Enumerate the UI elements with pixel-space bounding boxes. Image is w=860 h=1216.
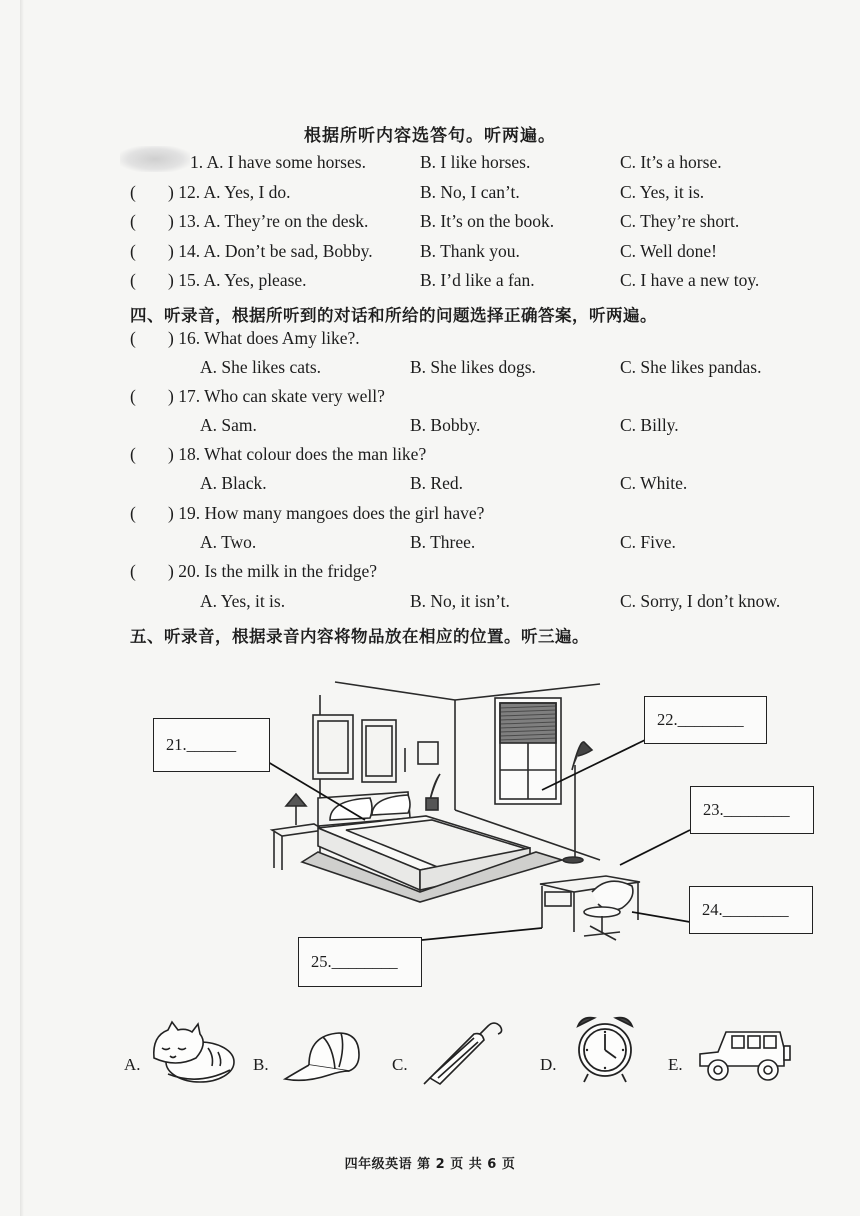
choice-c-label: C. xyxy=(392,1055,408,1074)
choice-e-label: E. xyxy=(668,1055,683,1074)
question-15-option-a: ) 15. A. Yes, please. xyxy=(168,270,307,290)
umbrella-icon xyxy=(420,1016,510,1086)
question-row-14 xyxy=(0,241,860,267)
question-19-option-b: B. Three. xyxy=(410,532,476,552)
question-row-18 xyxy=(0,444,860,470)
answer-box-21-label: 21.______ xyxy=(166,735,237,754)
options-row-20 xyxy=(0,591,860,617)
question-14-option-a: ) 14. A. Don’t be sad, Bobby. xyxy=(168,241,373,261)
answer-box-22-label: 22.________ xyxy=(657,710,744,729)
answer-box-24[interactable] xyxy=(689,886,813,934)
question-12-option-b: B. No, I can’t. xyxy=(420,182,520,202)
question-18-text: ) 18. What colour does the man like? xyxy=(168,444,427,464)
options-row-18 xyxy=(0,473,860,499)
question-18-option-b: B. Red. xyxy=(410,473,463,493)
page-footer: 四年级英语 第 2 页 共 6 页 xyxy=(344,1157,516,1172)
answer-paren[interactable]: ( xyxy=(130,444,136,464)
question-19-text: ) 19. How many mangoes does the girl have? xyxy=(168,503,485,523)
question-20-option-c: C. Sorry, I don’t know. xyxy=(620,591,781,611)
answer-box-25[interactable] xyxy=(298,937,422,987)
question-13-option-a: ) 13. A. They’re on the desk. xyxy=(168,211,369,231)
jeep-icon xyxy=(696,1026,792,1086)
question-16-text: ) 16. What does Amy like?. xyxy=(168,328,360,348)
question-row-11 xyxy=(0,152,860,178)
question-17-option-a: A. Sam. xyxy=(200,415,257,435)
question-18-option-a: A. Black. xyxy=(200,473,267,493)
part3-instruction: 根据所听内容选答句。听两遍。 xyxy=(304,126,556,146)
question-row-16 xyxy=(0,328,860,354)
answer-paren[interactable]: ( xyxy=(130,182,136,202)
question-20-option-a: A. Yes, it is. xyxy=(200,591,286,611)
question-13-option-b: B. It’s on the book. xyxy=(420,211,555,231)
question-16-option-c: C. She likes pandas. xyxy=(620,357,762,377)
answer-paren[interactable]: ( xyxy=(130,211,136,231)
question-19-option-a: A. Two. xyxy=(200,532,257,552)
answer-box-22[interactable] xyxy=(644,696,767,744)
answer-box-23-label: 23.________ xyxy=(703,800,790,819)
choice-a-label: A. xyxy=(124,1055,141,1074)
section-5-heading: 五、听录音，根据录音内容将物品放在相应的位置。听三遍。 xyxy=(130,627,589,646)
question-15-option-b: B. I’d like a fan. xyxy=(420,270,535,290)
question-11-option-b: B. I like horses. xyxy=(420,152,531,172)
answer-paren[interactable]: ( xyxy=(130,503,136,523)
question-row-15 xyxy=(0,270,860,296)
choice-d-label: D. xyxy=(540,1055,557,1074)
question-11-option-c: C. It’s a horse. xyxy=(620,152,722,172)
question-13-option-c: C. They’re short. xyxy=(620,211,740,231)
question-18-option-c: C. White. xyxy=(620,473,688,493)
question-row-12 xyxy=(0,182,860,208)
answer-box-24-label: 24.________ xyxy=(702,900,789,919)
answer-paren[interactable]: ( xyxy=(130,241,136,261)
question-17-text: ) 17. Who can skate very well? xyxy=(168,386,385,406)
cap-icon xyxy=(283,1025,363,1085)
question-20-text: ) 20. Is the milk in the fridge? xyxy=(168,561,377,581)
sleeping-cat-icon xyxy=(148,1018,238,1088)
question-14-option-b: B. Thank you. xyxy=(420,241,520,261)
choice-b-label: B. xyxy=(253,1055,269,1074)
answer-paren[interactable]: ( xyxy=(130,270,136,290)
answer-paren[interactable]: ( xyxy=(130,386,136,406)
question-row-13 xyxy=(0,211,860,237)
question-row-20 xyxy=(0,561,860,587)
question-row-19 xyxy=(0,503,860,529)
answer-paren[interactable]: ( xyxy=(130,561,136,581)
answer-box-25-label: 25.________ xyxy=(311,952,398,971)
question-row-17 xyxy=(0,386,860,412)
section-4-heading: 四、听录音，根据所听到的对话和所给的问题选择正确答案，听两遍。 xyxy=(130,306,657,325)
question-12-option-a: ) 12. A. Yes, I do. xyxy=(168,182,291,202)
question-17-option-b: B. Bobby. xyxy=(410,415,481,435)
options-row-17 xyxy=(0,415,860,441)
question-20-option-b: B. No, it isn’t. xyxy=(410,591,510,611)
question-19-option-c: C. Five. xyxy=(620,532,676,552)
question-12-option-c: C. Yes, it is. xyxy=(620,182,705,202)
alarm-clock-icon xyxy=(570,1012,640,1086)
question-15-option-c: C. I have a new toy. xyxy=(620,270,760,290)
answer-paren[interactable]: ( xyxy=(130,328,136,348)
answer-box-23[interactable] xyxy=(690,786,814,834)
answer-box-21[interactable] xyxy=(153,718,270,772)
question-16-option-b: B. She likes dogs. xyxy=(410,357,536,377)
question-14-option-c: C. Well done! xyxy=(620,241,717,261)
question-11-option-a: 1. A. I have some horses. xyxy=(190,152,366,172)
question-17-option-c: C. Billy. xyxy=(620,415,679,435)
options-row-19 xyxy=(0,532,860,558)
options-row-16 xyxy=(0,357,860,383)
question-16-option-a: A. She likes cats. xyxy=(200,357,322,377)
